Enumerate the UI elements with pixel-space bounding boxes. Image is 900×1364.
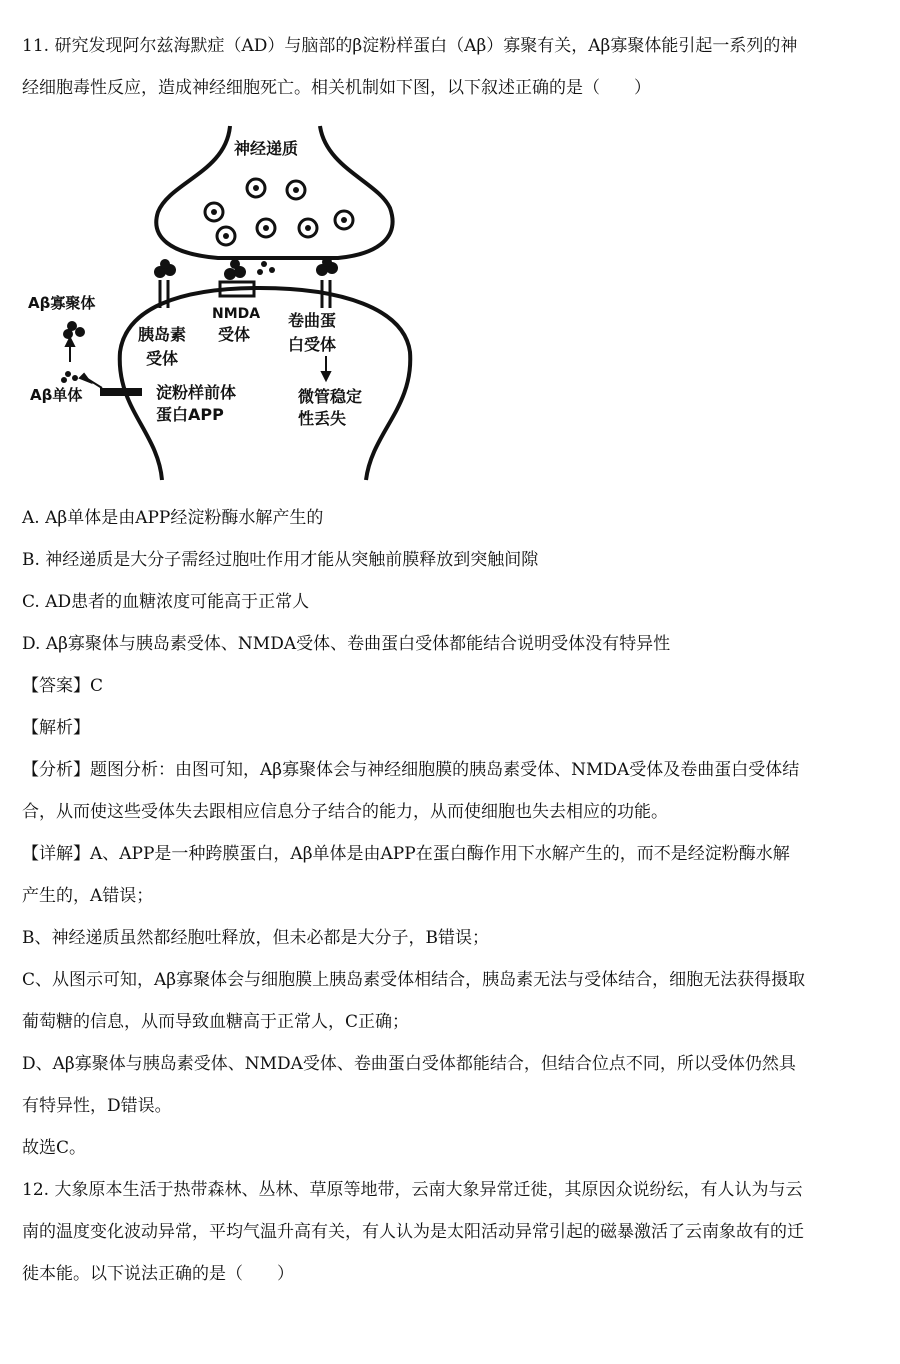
- q11-stem-line-2: 经细胞毒性反应，造成神经细胞死亡。相关机制如下图，以下叙述正确的是（ ）: [22, 78, 651, 98]
- label-nmda-2: 受体: [218, 325, 251, 344]
- q11-option-a: A. Aβ单体是由APP经淀粉酶水解产生的: [22, 508, 324, 528]
- label-microtubule-2: 性丢失: [298, 409, 347, 428]
- synapse-diagram: [20, 112, 440, 492]
- q11-detail-line-1: 【详解】A、APP是一种跨膜蛋白，Aβ单体是由APP在蛋白酶作用下水解产生的，而不是经淀粉酶水解: [22, 844, 790, 864]
- q11-detail-line-4: C、从图示可知，Aβ寡聚体会与细胞膜上胰岛素受体相结合，胰岛素无法与受体结合，细胞无法获得摄取: [22, 970, 806, 990]
- label-neurotransmitter: 神经递质: [234, 139, 299, 158]
- label-microtubule-1: 微管稳定: [298, 387, 363, 406]
- label-ab-oligomer: Aβ寡聚体: [28, 294, 96, 312]
- q12-stem-line-3: 徙本能。以下说法正确的是（ ）: [22, 1264, 294, 1284]
- q11-analysis-line-2: 合，从而使这些受体失去跟相应信息分子结合的能力，从而使细胞也失去相应的功能。: [22, 802, 668, 822]
- q11-analysis-title: 【解析】: [22, 718, 90, 738]
- label-app-1: 淀粉样前体: [156, 383, 237, 402]
- q12-stem-line-1: 12. 大象原本生活于热带森林、丛林、草原等地带，云南大象异常迁徙，其原因众说纷纭，有人认为与云: [22, 1180, 803, 1200]
- label-prion-receptor-1: 卷曲蛋: [288, 311, 337, 330]
- label-ab-monomer: Aβ单体: [30, 386, 83, 404]
- q12-stem-line-2: 南的温度变化波动异常，平均气温升高有关，有人认为是太阳活动异常引起的磁暴激活了云南象故有的迁: [22, 1222, 804, 1242]
- q11-detail-line-7: 有特异性，D错误。: [22, 1096, 172, 1116]
- label-app-2: 蛋白APP: [156, 405, 224, 424]
- q11-option-d: D. Aβ寡聚体与胰岛素受体、NMDA受体、卷曲蛋白受体都能结合说明受体没有特异性: [22, 634, 671, 654]
- q11-option-b: B. 神经递质是大分子需经过胞吐作用才能从突触前膜释放到突触间隙: [22, 550, 539, 570]
- q11-answer: 【答案】C: [22, 676, 104, 696]
- label-prion-receptor-2: 白受体: [288, 335, 337, 354]
- q11-stem-line-1: 11. 研究发现阿尔兹海默症（AD）与脑部的β淀粉样蛋白（Aβ）寡聚有关，Aβ寡聚体能引起一系列的神: [22, 36, 798, 56]
- label-insulin-receptor-2: 受体: [146, 349, 179, 368]
- q11-detail-line-3: B、神经递质虽然都经胞吐释放，但未必都是大分子，B错误；: [22, 928, 489, 948]
- q11-conclusion: 故选C。: [22, 1138, 87, 1158]
- label-insulin-receptor-1: 胰岛素: [138, 325, 187, 344]
- q11-option-c: C. AD患者的血糖浓度可能高于正常人: [22, 592, 310, 612]
- q11-detail-line-6: D、Aβ寡聚体与胰岛素受体、NMDA受体、卷曲蛋白受体都能结合，但结合位点不同，所以受体仍然具: [22, 1054, 796, 1074]
- label-nmda-1: NMDA: [212, 306, 261, 322]
- q11-detail-line-2: 产生的，A错误；: [22, 886, 154, 906]
- q11-detail-line-5: 葡萄糖的信息，从而导致血糖高于正常人，C正确；: [22, 1012, 410, 1032]
- q11-analysis-line-1: 【分析】题图分析：由图可知，Aβ寡聚体会与神经细胞膜的胰岛素受体、NMDA受体及卷曲蛋白受体结: [22, 760, 800, 780]
